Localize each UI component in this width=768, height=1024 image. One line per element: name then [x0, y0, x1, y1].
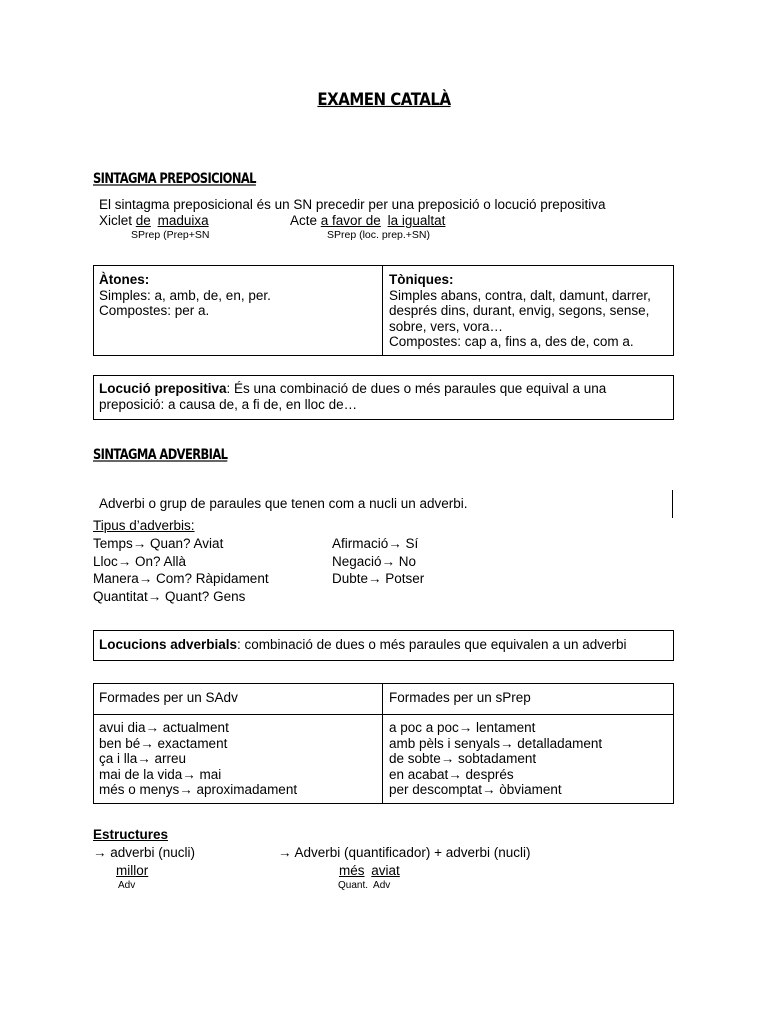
adverb-types-left: [93, 535, 269, 606]
sprep-example-1: [99, 213, 209, 228]
table-cell: amb pèls i senyals→ detalladament: [389, 735, 603, 751]
example-word: Acte: [290, 213, 318, 228]
table-cell: en acabat→ després: [389, 766, 514, 782]
estructura-right-label: Quant. Adv: [338, 880, 391, 891]
section-heading-sadv: SINTAGMA ADVERBIAL: [93, 446, 228, 463]
example-quantifier: més: [339, 863, 365, 878]
table-col-sprep: [389, 720, 602, 798]
section-heading-sprep: SINTAGMA PREPOSICIONAL: [93, 170, 256, 187]
table-cell: ça i lla→ arreu: [99, 751, 187, 766]
table-cell: a poc a poc→ lentament: [389, 720, 536, 735]
table-cell: de sobte→ sobtadament: [389, 751, 537, 766]
toniques-line: Compostes: cap a, fins a, des de, com a.: [389, 334, 634, 349]
adverb-type: Negació→ No: [332, 553, 417, 569]
table-header-divider: [93, 714, 674, 715]
estructura-right-example: [339, 863, 400, 878]
example-prep: a favor de: [320, 213, 381, 228]
sprep-example-2: [290, 213, 445, 228]
estructures-heading: Estructures: [93, 827, 169, 842]
example-noun: la igualtat: [387, 213, 446, 228]
adverb-type: Afirmació→ Sí: [332, 536, 419, 551]
example-nucleus: aviat: [371, 863, 400, 878]
table-header-sadv: Formades per un SAdv: [99, 690, 238, 705]
toniques-cell: [389, 272, 651, 350]
table-divider: [382, 683, 383, 804]
atones-line: Compostes: per a.: [99, 303, 210, 318]
estructura-left-example: millor: [116, 863, 149, 878]
locucions-text: : combinació de dues o més paraules que equivalen a un adverbi: [237, 637, 627, 652]
adverb-types-right: [332, 535, 424, 588]
atones-cell: [99, 272, 271, 319]
sadv-definition: Adverbi o grup de paraules que tenen com a nucli un adverbi.: [99, 496, 468, 511]
table-cell: ben bé→ exactament: [99, 735, 228, 751]
table-header-sprep: Formades per un sPrep: [389, 690, 531, 705]
table-cell: mai de la vida→ mai: [99, 766, 222, 782]
example-word: Xiclet: [99, 213, 133, 228]
locucio-text: preposició: a causa de, a fi de, en lloc de…: [99, 396, 358, 412]
adverb-type: Manera→ Com? Ràpidament: [93, 571, 269, 587]
locucio-prepositiva-text: [99, 381, 606, 412]
adverb-type: Temps→ Quan? Aviat: [93, 536, 224, 551]
toniques-line: Simples abans, contra, dalt, damunt, darrer,: [389, 287, 651, 303]
sprep-example-1-label: SPrep (Prep+SN: [131, 229, 210, 241]
table-cell: per descomptat→ òbviament: [389, 782, 562, 797]
toniques-heading: Tòniques:: [389, 272, 454, 287]
text-cursor-mark: [672, 490, 673, 518]
table-divider: [382, 265, 383, 356]
example-noun: maduixa: [157, 213, 209, 228]
locucio-text: : És una combinació de dues o més paraules que equival a una: [226, 381, 607, 396]
toniques-line: després dins, durant, envig, segons, sense,: [389, 303, 650, 318]
example-prep: de: [135, 213, 151, 228]
locucions-term: Locucions adverbials: [99, 637, 238, 652]
adverb-type: Quantitat→ Quant? Gens: [93, 589, 246, 605]
adverb-types-heading: Tipus d’adverbis:: [93, 518, 195, 533]
locucions-adverbials-text: [99, 637, 627, 652]
page-title: EXAMEN CATALÀ: [317, 88, 451, 110]
locucio-term: Locució prepositiva: [99, 381, 227, 396]
table-cell: més o menys→ aproximadament: [99, 782, 298, 797]
atones-line: Simples: a, amb, de, en, per.: [99, 287, 271, 303]
table-col-sadv: [99, 720, 297, 798]
sprep-example-2-label: SPrep (loc. prep.+SN): [327, 229, 431, 241]
toniques-line: sobre, vers, vora…: [389, 318, 504, 334]
atones-heading: Àtones:: [99, 272, 150, 287]
adverb-type: Lloc→ On? Allà: [93, 553, 187, 569]
estructura-left-formula: → adverbi (nucli): [93, 845, 196, 860]
estructura-left-label: Adv: [118, 880, 136, 891]
table-cell: avui dia→ actualment: [99, 720, 229, 735]
estructura-right-formula: → Adverbi (quantificador) + adverbi (nucli): [278, 845, 531, 860]
sprep-definition: El sintagma preposicional és un SN precedir per una preposició o locució prepositiva: [99, 197, 606, 212]
adverb-type: Dubte→ Potser: [332, 571, 425, 587]
